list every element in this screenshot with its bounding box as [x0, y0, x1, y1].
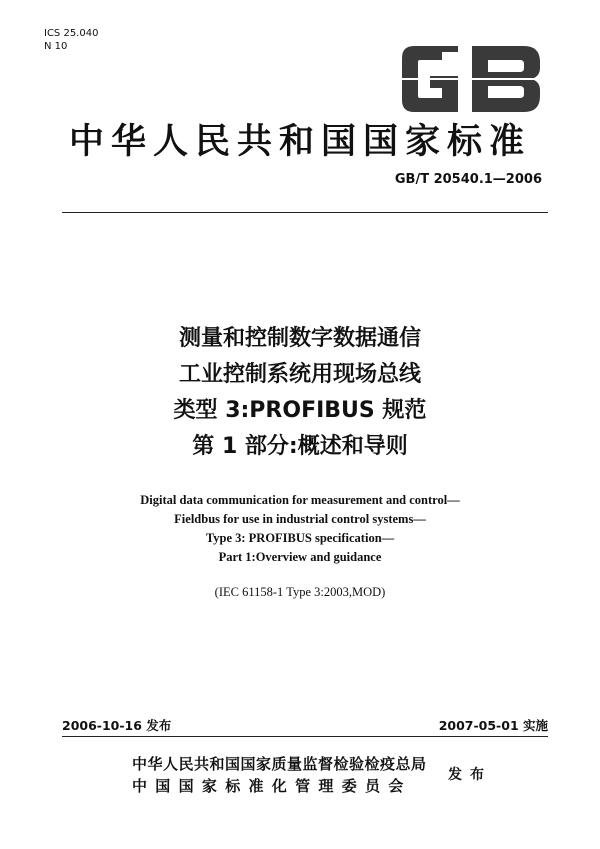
issue-date: 2006-10-16 发布: [62, 718, 172, 733]
title-en-line-2: Fieldbus for use in industrial control systems—: [174, 512, 426, 526]
gb-logo: [396, 38, 546, 120]
title-en-line-1: Digital data communication for measurement and control—: [140, 493, 460, 507]
title-cn-line-3: 类型 3:PROFIBUS 规范: [173, 398, 427, 423]
title-en-line-4: Part 1:Overview and guidance: [218, 550, 382, 564]
title-en-line-3: Type 3: PROFIBUS specification—: [205, 531, 395, 545]
title-cn-line-2: 工业控制系统用现场总线: [178, 362, 421, 387]
standard-title: 中华人民共和国国家标准: [68, 122, 531, 162]
title-cn-line-1: 测量和控制数字数据通信: [178, 326, 421, 351]
bottom-divider: [62, 736, 548, 737]
issuer-sac: 中国国家标准化管理委员会: [132, 777, 412, 795]
ccs-code: N 10: [44, 41, 68, 52]
publish-label: 发布: [448, 767, 492, 783]
title-cn-line-4: 第 1 部分:概述和导则: [192, 434, 408, 459]
standard-number: GB/T 20540.1—2006: [394, 172, 542, 187]
iec-reference: (IEC 61158-1 Type 3:2003,MOD): [214, 585, 386, 599]
issuer-aqsiq: 中华人民共和国国家质量监督检验检疫总局: [132, 755, 427, 773]
ics-code: ICS 25.040: [44, 28, 99, 39]
top-divider: [62, 212, 548, 213]
implementation-date: 2007-05-01 实施: [438, 718, 548, 733]
classification-codes: [44, 27, 98, 53]
